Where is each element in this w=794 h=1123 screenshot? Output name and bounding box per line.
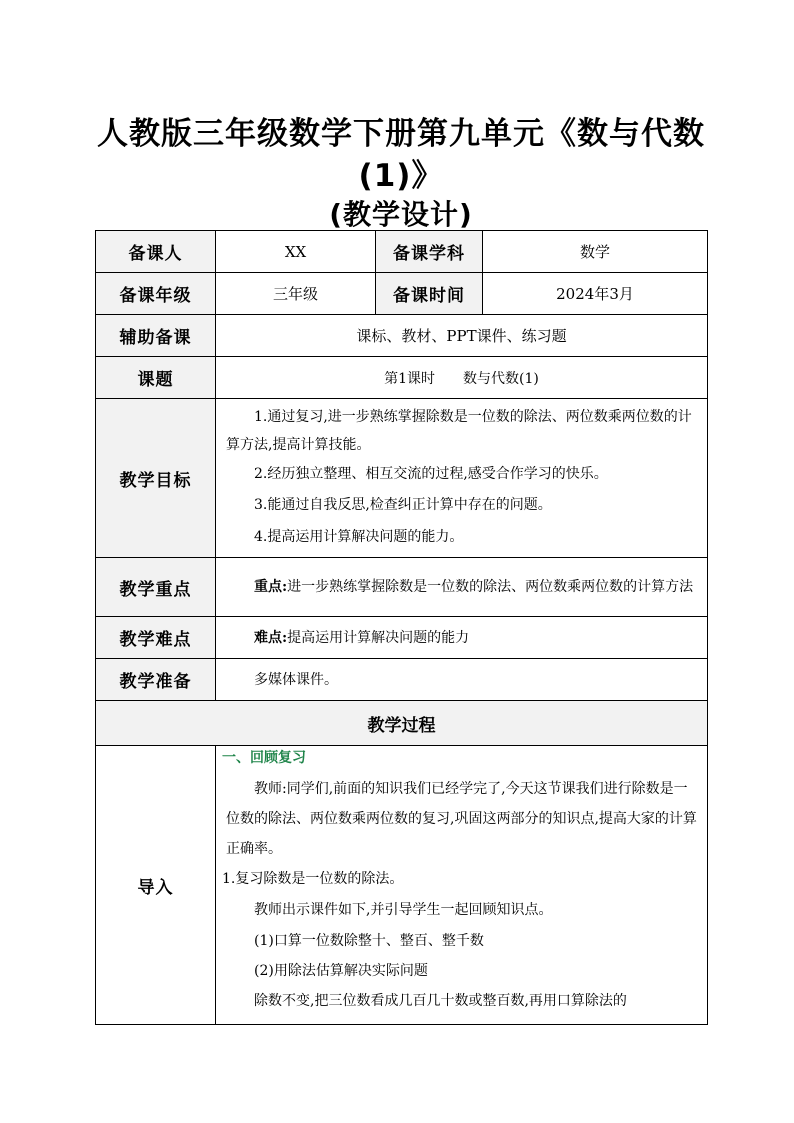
row-preparation: [96, 659, 708, 701]
time-value: 2024年3月: [483, 273, 708, 315]
teacher-paragraph: 教师:同学们,前面的知识我们已经学完了,今天这节课我们进行除数是一位数的除法、两位数乘两位数的复习,巩固这两部分的知识点,提高大家的计算正确率。: [226, 781, 697, 857]
preparer-label: 备课人: [96, 231, 216, 273]
objective-item-3: 3.能通过自我反思,检查纠正计算中存在的问题。: [254, 497, 552, 513]
grade-value: 三年级: [216, 273, 376, 315]
row-keypoint: [96, 558, 708, 617]
objective-item-1: 1.通过复习,进一步熟练掌握除数是一位数的除法、两位数乘两位数的计算方法,提高计算技能。: [226, 409, 692, 453]
difficulty-body: 提高运用计算解决问题的能力: [287, 629, 470, 646]
row-preparer: [96, 231, 708, 273]
objective-item-4: 4.提高运用计算解决问题的能力。: [254, 529, 464, 545]
keypoint-content: [216, 558, 708, 617]
difficulty-content: [216, 617, 708, 659]
keypoint-prefix: 重点:: [254, 579, 288, 595]
row-difficulty: [96, 617, 708, 659]
preparer-value: XX: [216, 231, 376, 273]
row-grade: [96, 273, 708, 315]
preparation-text: 多媒体课件。: [254, 671, 338, 688]
difficulty-prefix: 难点:: [254, 629, 288, 646]
difficulty-text: [216, 628, 707, 648]
objective-item-2: 2.经历独立整理、相互交流的过程,感受合作学习的快乐。: [254, 466, 608, 482]
step1-description: 教师出示课件如下,并引导学生一起回顾知识点。: [254, 902, 553, 918]
row-aids: [96, 315, 708, 357]
review-item-1: (1)口算一位数除整十、整百、整千数: [254, 933, 484, 949]
document-title-line2: (1)》: [358, 158, 444, 194]
objectives-label: 教学目标: [96, 399, 216, 558]
topic-label: 课题: [96, 357, 216, 399]
review-heading: 一、回顾复习: [222, 750, 306, 766]
row-intro: [96, 746, 708, 1025]
subject-label: 备课学科: [376, 231, 483, 273]
keypoint-text: [216, 573, 707, 601]
step1-title: 1.复习除数是一位数的除法。: [222, 871, 404, 887]
review-item-2: (2)用除法估算解决实际问题: [254, 963, 428, 979]
row-objectives: [96, 399, 708, 558]
row-topic: [96, 357, 708, 399]
intro-content: [216, 746, 708, 1025]
subject-value: 数学: [483, 231, 708, 273]
preparation-label: 教学准备: [96, 659, 216, 701]
document-subtitle: (教学设计): [329, 198, 473, 231]
lesson-plan-table: [95, 230, 708, 1025]
document-title-line1: 人教版三年级数学下册第九单元《数与代数: [97, 116, 705, 152]
keypoint-label: 教学重点: [96, 558, 216, 617]
row-process-header: [96, 701, 708, 746]
grade-label: 备课年级: [96, 273, 216, 315]
aids-value: 课标、教材、PPT课件、练习题: [216, 315, 708, 357]
intro-label: 导入: [96, 746, 216, 1025]
process-header: 教学过程: [96, 701, 708, 746]
keypoint-body: 进一步熟练掌握除数是一位数的除法、两位数乘两位数的计算方法: [287, 579, 694, 595]
time-label: 备课时间: [376, 273, 483, 315]
difficulty-label: 教学难点: [96, 617, 216, 659]
topic-value: 第1课时 数与代数(1): [216, 357, 708, 399]
review-continuation: 除数不变,把三位数看成几百几十数或整百数,再用口算除法的: [254, 993, 627, 1009]
aids-label: 辅助备课: [96, 315, 216, 357]
preparation-content: [216, 659, 708, 701]
objectives-content: [216, 399, 708, 558]
